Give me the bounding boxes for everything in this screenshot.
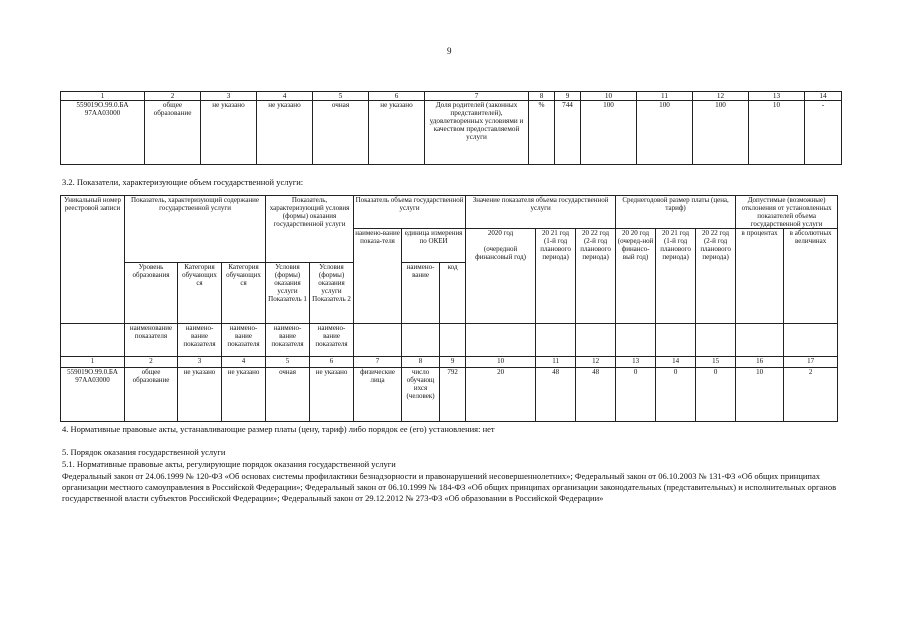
header-condition-2: Условия (формы) оказания услуги Показатель 2	[310, 263, 354, 324]
section-5-title: 5. Порядок оказания государственной услуги	[62, 447, 226, 457]
deviation-absolute: 2	[784, 368, 838, 422]
col-number: 9	[555, 92, 581, 101]
header-volume: Показатель объема государственной услуги	[354, 196, 466, 229]
col-number: 4	[257, 92, 313, 101]
col-number: 7	[425, 92, 529, 101]
header-dev-absolute: в абсолютных величинах	[784, 229, 838, 324]
category-1: не указано	[178, 368, 222, 422]
col-number: 1	[61, 92, 145, 101]
category-2: не указано	[222, 368, 266, 422]
header-year-1: 2020 год (очередной финансовый год)	[466, 229, 536, 324]
col-number: 5	[313, 92, 369, 101]
col-number: 6	[310, 357, 354, 368]
form: очная	[266, 368, 310, 422]
header-conditions: Показатель, характеризующий условия (формы) оказания государственной услуги	[266, 196, 354, 263]
col-number: 12	[693, 92, 749, 101]
col-number: 10	[581, 92, 637, 101]
value-1: 100	[581, 101, 637, 165]
col-number: 6	[369, 92, 425, 101]
col-number: 3	[178, 357, 222, 368]
page-number: 9	[447, 46, 452, 56]
value-1: 20	[466, 368, 536, 422]
col-number: 2	[125, 357, 178, 368]
col-number: 11	[637, 92, 693, 101]
unit: %	[529, 101, 555, 165]
col-number: 4	[222, 357, 266, 368]
col-number: 1	[61, 357, 125, 368]
deviation-absolute: -	[805, 101, 842, 165]
col-number: 8	[529, 92, 555, 101]
section-3-2-title: 3.2. Показатели, характеризующие объем государственной услуги:	[62, 177, 304, 187]
unit-code: 792	[440, 368, 466, 422]
unit: число обучающ ихся (человек)	[402, 368, 440, 422]
unit-code: 744	[555, 101, 581, 165]
price-3: 0	[696, 368, 736, 422]
header-dev-percent: в процентах	[736, 229, 784, 324]
price-2: 0	[656, 368, 696, 422]
indicator-name-3: наимено-вание показателя	[222, 324, 266, 357]
header-category-2: Категория обучающих ся	[222, 263, 266, 324]
col-number: 14	[805, 92, 842, 101]
table-header-row	[61, 92, 842, 101]
value-3: 48	[576, 368, 616, 422]
level: общее образование	[125, 368, 178, 422]
condition-2: не указано	[310, 368, 354, 422]
header-level: Уровень образования	[125, 263, 178, 324]
header-price-3: 20 22 год (2-й год планового периода)	[696, 229, 736, 324]
column-numbers-row	[61, 357, 838, 368]
indicator-name-4: наимено-вание показателя	[266, 324, 310, 357]
indicator-name: физические лица	[354, 368, 402, 422]
col-number: 2	[145, 92, 201, 101]
registry-number: 559019О.99.0.БА 97АА03000	[61, 101, 145, 165]
col-number: 12	[576, 357, 616, 368]
header-unit: единица измерения по ОКЕИ	[402, 229, 466, 263]
header-price-1: 20 20 год (очеред-ной финансо-вый год)	[616, 229, 656, 324]
col-number: 15	[696, 357, 736, 368]
header-price-2: 20 21 год (1-й год планового периода)	[656, 229, 696, 324]
header-content: Показатель, характеризующий содержание государственной услуги	[125, 196, 266, 263]
header-registry: Уникальный номер реестровой записи	[61, 196, 125, 324]
header-unit-code: код	[440, 263, 466, 324]
col-number: 5	[266, 357, 310, 368]
col-number: 11	[536, 357, 576, 368]
content: общее образование	[145, 101, 201, 165]
col-number: 3	[201, 92, 257, 101]
header-year-2: 20 21 год (1-й год планового периода)	[536, 229, 576, 324]
deviation-percent: 10	[749, 101, 805, 165]
col-number: 16	[736, 357, 784, 368]
header-condition-1: Условия (формы) оказания услуги Показатель 1	[266, 263, 310, 324]
col-number: 9	[440, 357, 466, 368]
category-1: не указано	[201, 101, 257, 165]
form: очная	[313, 101, 369, 165]
section-5-1-title: 5.1. Нормативные правовые акты, регулирующие порядок оказания государственной услуги	[62, 459, 396, 469]
col-number: 13	[616, 357, 656, 368]
value-3: 100	[693, 101, 749, 165]
quality-table	[60, 91, 842, 165]
value-2: 48	[536, 368, 576, 422]
condition-2: не указано	[369, 101, 425, 165]
header-price: Среднегодовой размер платы (цена, тариф)	[616, 196, 736, 229]
header-indicator-name: наимено-вание показа-теля	[354, 229, 402, 324]
category-2: не указано	[257, 101, 313, 165]
table-row	[61, 368, 838, 422]
value-2: 100	[637, 101, 693, 165]
registry-number: 559019О.99.0.БА 97АА03000	[61, 368, 125, 422]
section-4: 4. Нормативные правовые акты, устанавливающие размер платы (цену, тариф) либо порядок ее (его) установления: нет	[62, 424, 495, 434]
header-unit-name: наимено-вание	[402, 263, 440, 324]
header-category-1: Категория обучающих ся	[178, 263, 222, 324]
price-1: 0	[616, 368, 656, 422]
header-deviation: Допустимые (возможные) отклонения от установленных показателей объема государственной услуги	[736, 196, 838, 229]
indicator-name-1: наименование показателя	[125, 324, 178, 357]
header-values: Значение показателя объема государственной услуги	[466, 196, 616, 229]
indicator-name: Доля родителей (законных представителей), удовлетворенных условиями и качеством предоставляемой услуги	[425, 101, 529, 165]
col-number: 17	[784, 357, 838, 368]
table-row	[61, 101, 842, 165]
col-number: 8	[402, 357, 440, 368]
deviation-percent: 10	[736, 368, 784, 422]
indicator-name-5: наимено-вание показателя	[310, 324, 354, 357]
laws-text: Федеральный закон от 24.06.1999 № 120-ФЗ «Об основах системы профилактики безнадзорности и правонарушений несовершеннолетних»; Федеральный закон от 06.10.2003 № 131-ФЗ «Об общих принципах организации местного самоуправления в Российской Федерации»; Федеральный закон от 06.10.1999 № 184-ФЗ «Об общих принципах организации законодательных (представительных) и исполнительных органов государственной власти субъектов Российской Федерации»; Федеральный закон от 29.12.2012 № 273-ФЗ «Об образовании в Российской Федерации»	[62, 471, 837, 503]
col-number: 14	[656, 357, 696, 368]
header-year-3: 20 22 год (2-й год планового периода)	[576, 229, 616, 324]
indicator-name-2: наимено-вание показателя	[178, 324, 222, 357]
col-number: 10	[466, 357, 536, 368]
volume-table	[60, 195, 838, 422]
col-number: 13	[749, 92, 805, 101]
col-number: 7	[354, 357, 402, 368]
